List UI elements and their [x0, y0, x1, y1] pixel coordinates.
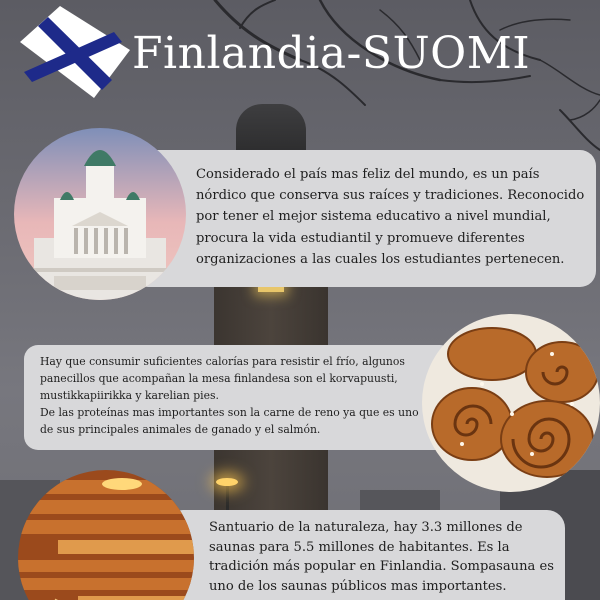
flag-of-finland-icon [2, 2, 132, 102]
sauna-text: Santuario de la naturaleza, hay 3.3 millones de saunas para 5.5 millones de habitantes. Es la tradición más popular en Finlandia. Sompasauna es uno de los saunas públicos mas importantes. [209, 520, 554, 594]
sauna-text-box [165, 510, 565, 600]
page-title: Finlandia-SUOMI [132, 28, 531, 79]
cinnamon-rolls-photo [422, 314, 600, 492]
protein-text: De las proteínas mas importantes son la carne de reno ya que es uno de sus principales animales de ganado y el salmón. [40, 406, 419, 436]
helsinki-cathedral-photo [14, 128, 186, 300]
food-text-box [24, 345, 454, 450]
intro-text-box [132, 150, 596, 287]
intro-text: Considerado el país mas feliz del mundo, es un país nórdico que conserva sus raíces y tradiciones. Reconocido por tener el mejor sistema educativo a nivel mundial, procura la vida estudiantil y promueve diferentes organizaciones a las cuales los estudiantes pertenecen. [196, 167, 585, 267]
food-text: Hay que consumir suficientes calorías para resistir el frío, algunos panecillos que acompañan la mesa finlandesa son el korvapuusti, mustikkapiirikka y karelian pies. [40, 355, 405, 402]
